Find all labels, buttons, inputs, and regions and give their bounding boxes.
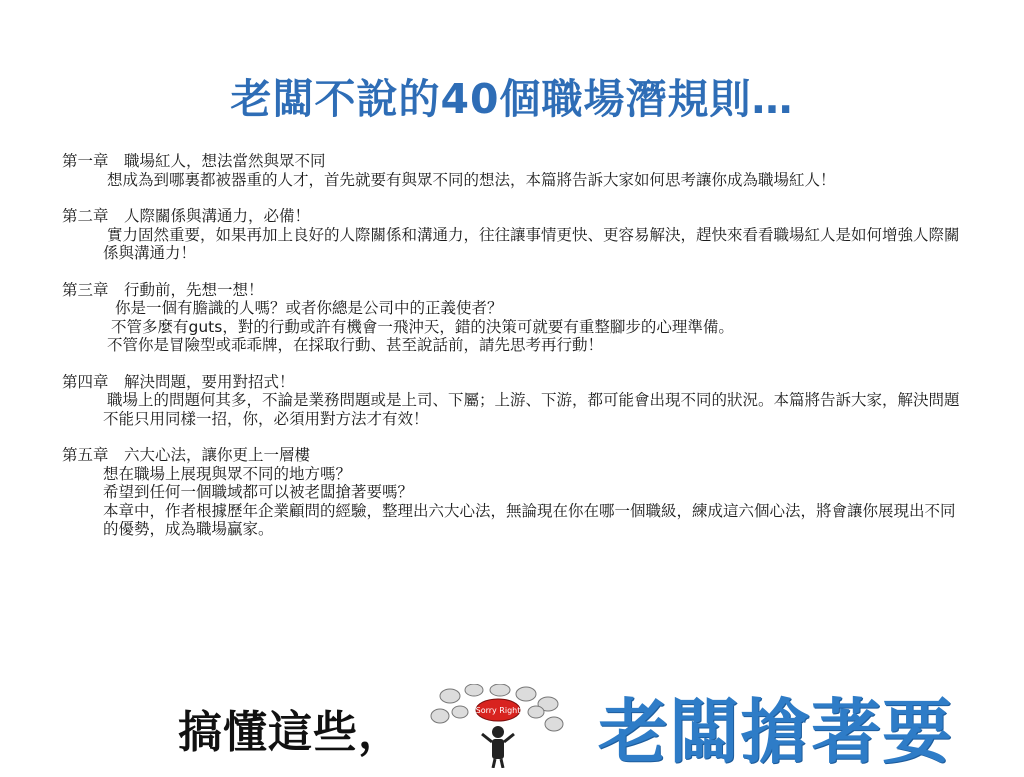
banner-right-text: 老闆搶著要 <box>598 691 953 773</box>
chapter-5 <box>62 446 967 539</box>
person-with-speech-bubbles-icon <box>430 684 566 768</box>
chapter-paragraph: 想在職場上展現與眾不同的地方嗎？ <box>103 464 352 483</box>
chapter-list <box>62 152 967 539</box>
chapter-paragraph: 職場上的問題何其多，不論是業務問題或是上司、下屬；上游、下游，都可能會出現不同的狀況。本篇將告訴大家，解決問題不能只用同樣一招，你，必須用對方法才有效！ <box>103 391 960 428</box>
chapter-paragraph: 實力固然重要，如果再加上良好的人際關係和溝通力，往往讓事情更快、更容易解決，趕快來看看職場紅人是如何增強人際關係與溝通力！ <box>103 225 960 262</box>
chapter-paragraph: 不管多麼有guts，對的行動或許有機會一飛沖天，錯的決策可就要有重整腳步的心理準備。 <box>111 317 734 336</box>
chapter-2 <box>62 207 967 263</box>
chapter-paragraph: 不管你是冒險型或乖乖牌，在採取行動、甚至說話前，請先思考再行動！ <box>107 336 604 354</box>
chapter-heading: 第四章 解決問題，要用對招式！ <box>62 372 295 391</box>
page-title: 老闆不說的40個職場潛規則… <box>230 75 794 123</box>
chapter-4 <box>62 373 967 429</box>
chapter-paragraph: 希望到任何一個職域都可以被老闆搶著要嗎？ <box>103 483 414 501</box>
chapter-1 <box>62 152 967 189</box>
chapter-paragraph: 你是一個有膽識的人嗎？或者你總是公司中的正義使者？ <box>115 299 503 317</box>
chapter-3 <box>62 281 967 355</box>
chapter-heading: 第二章 人際關係與溝通力，必備！ <box>62 207 311 225</box>
chapter-heading: 第三章 行動前，先想一想！ <box>62 280 264 299</box>
bubble-main-text: Sorry Right <box>475 706 521 715</box>
chapter-heading: 第五章 六大心法，讓你更上一層樓 <box>62 446 311 464</box>
chapter-heading: 第一章 職場紅人，想法當然與眾不同 <box>62 152 326 170</box>
chapter-paragraph: 本章中，作者根據歷年企業顧問的經驗，整理出六大心法，無論現在你在哪一個職級，練成這六個心法，將會讓你展現出不同的優勢，成為職場贏家。 <box>103 501 956 538</box>
chapter-paragraph: 想成為到哪裏都被器重的人才，首先就要有與眾不同的想法，本篇將告訴大家如何思考讓你成為職場紅人！ <box>107 170 836 189</box>
banner-left-text: 搞懂這些， <box>178 707 403 758</box>
